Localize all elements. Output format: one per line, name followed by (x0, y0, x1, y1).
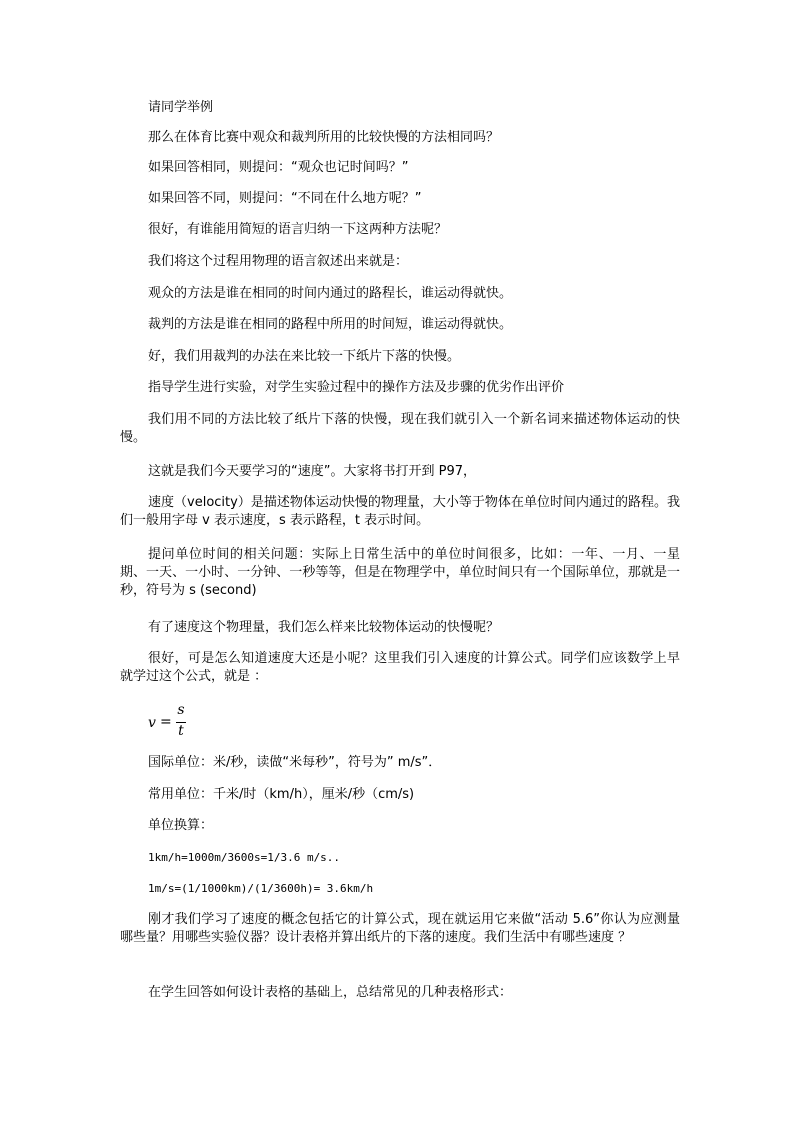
paragraph: 很好，可是怎么知道速度大还是小呢？这里我们引入速度的计算公式。同学们应该数学上早就学过这个公式，就是 ： (120, 651, 680, 684)
paragraph: 我们用不同的方法比较了纸片下落的快慢，现在我们就引入一个新名词来描述物体运动的快慢。 (120, 412, 680, 445)
paragraph: 这就是我们今天要学习的“速度”。大家将书打开到 P97， (148, 464, 476, 479)
formula-velocity-symbol: v (148, 715, 156, 731)
paragraph: 很好，有谁能用简短的语言归纳一下这两种方法呢？ (148, 222, 448, 237)
unit-conversion-line: 1m/s=(1/1000km)/(1/3600h)= 3.6km/h (148, 882, 374, 895)
paragraph: 在学生回答如何设计表格的基础上，总结常见的几种表格形式： (148, 985, 513, 1000)
paragraph: 裁判的方法是谁在相同的路程中所用的时间短，谁运动得就快。 (148, 317, 513, 332)
paragraph: 如果回答不同，则提问：“不同在什么地方呢？” (148, 191, 422, 206)
paragraph: 刚才我们学习了速度的概念包括它的计算公式，现在就运用它来做“活动 5.6”你认为应测量哪些量？用哪些实验仪器？设计表格并算出纸片的下落的速度。我们生活中有哪些速度 ？ (120, 912, 680, 945)
unit-conversion-line: 1km/h=1000m/3600s=1/3.6 m/s.. (148, 851, 341, 864)
paragraph: 指导学生进行实验，对学生实验过程中的操作方法及步骤的优劣作出评价 (148, 380, 565, 395)
formula-numerator: s (177, 702, 185, 718)
paragraph: 请同学举例 (148, 100, 214, 115)
paragraph: 我们将这个过程用物理的语言叙述出来就是： (148, 254, 409, 269)
paragraph: 提问单位时间的相关问题：实际上日常生活中的单位时间很多，比如：一年、一月、一星期、一天、一小时、一分钟、一秒等等，但是在物理学中，单位时间只有一个国际单位，那就是一秒，符号为 s (second) (120, 547, 680, 598)
paragraph: 速度（velocity）是描述物体运动快慢的物理量，大小等于物体在单位时间内通过的路程。我们一般用字母 v 表示速度，s 表示路程，t 表示时间。 (120, 495, 680, 528)
paragraph: 如果回答相同，则提问：“观众也记时间吗？” (148, 160, 409, 175)
paragraph: 有了速度这个物理量，我们怎么样来比较物体运动的快慢呢？ (148, 620, 500, 635)
formula-denominator: t (178, 723, 184, 739)
paragraph: 好，我们用裁判的办法在来比较一下纸片下落的快慢。 (148, 349, 461, 364)
formula-equals-sign: = (160, 714, 172, 730)
paragraph: 单位换算： (148, 818, 214, 833)
paragraph: 国际单位：米/秒，读做“米每秒”，符号为” m/s”． (148, 755, 442, 770)
paragraph: 常用单位：千米/时（km/h），厘米/秒（cm/s) (148, 787, 415, 802)
paragraph: 那么在体育比赛中观众和裁判所用的比较快慢的方法相同吗？ (148, 130, 500, 145)
paragraph: 观众的方法是谁在相同的时间内通过的路程长，谁运动得就快。 (148, 286, 513, 301)
